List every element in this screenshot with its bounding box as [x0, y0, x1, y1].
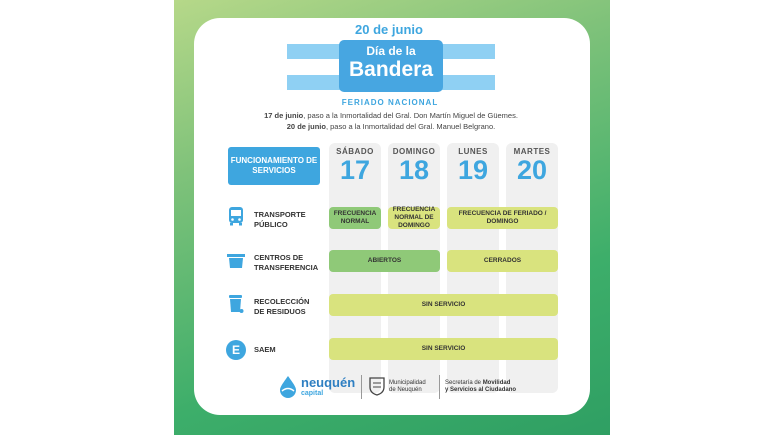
trash-bin-icon [226, 294, 246, 314]
footer-divider [439, 375, 440, 399]
note-20-date: 20 de junio [286, 122, 326, 131]
secretaria-line-2: y Servicios al Ciudadano [445, 387, 517, 393]
cell-centros-lunes-martes: CERRADOS [447, 250, 558, 272]
day-name-sunday: DOMINGO [392, 147, 436, 156]
secretaria-movilidad: Movilidad [482, 380, 511, 386]
municipality-line-1: Municipalidad [389, 380, 426, 386]
title-line-1: Día de la [366, 44, 416, 58]
day-number-18: 18 [398, 155, 430, 185]
row-label-transporte: TRANSPORTE PÚBLICO [254, 210, 306, 229]
row-label-recoleccion: RECOLECCIÓN DE RESIDUOS [254, 297, 310, 316]
flag-banner [287, 44, 495, 90]
municipality-text [389, 380, 426, 394]
footer-divider [361, 375, 362, 399]
services-header: FUNCIONAMIENTO DE SERVICIOS [228, 147, 320, 185]
event-date: 20 de junio [355, 22, 423, 37]
secretaria-prefix: Secretaría de [445, 380, 483, 386]
bus-icon [226, 206, 246, 226]
day-name-tuesday: MARTES [513, 147, 551, 156]
title-line-2: Bandera [348, 58, 434, 81]
cell-centros-sabado-domingo: ABIERTOS [329, 250, 440, 272]
title-banner [339, 40, 443, 92]
municipality-line-2: de Neuquén [389, 387, 422, 393]
municipal-shield-icon [369, 376, 385, 396]
brand-sub: capital [301, 390, 324, 397]
note-17-text: , paso a la Inmortalidad del Gral. Don Martín Miguel de Güemes. [303, 111, 518, 120]
day-number-17: 17 [339, 155, 371, 185]
secretaria-text [445, 380, 516, 394]
note-17-date: 17 de junio [264, 111, 304, 120]
saem-e-icon: E [226, 340, 246, 360]
note-20 [234, 121, 548, 132]
transfer-center-icon [226, 251, 246, 271]
day-number-20: 20 [516, 155, 548, 185]
day-name-saturday: SÁBADO [336, 147, 374, 156]
cell-transporte-domingo: FRECUENCIA NORMAL DE DOMINGO [388, 207, 440, 229]
cell-recoleccion-all: SIN SERVICIO [329, 294, 558, 316]
brand-name: neuquén [301, 375, 356, 390]
cell-saem-all: SIN SERVICIO [329, 338, 558, 360]
day-name-monday: LUNES [458, 147, 488, 156]
cell-transporte-sabado: FRECUENCIA NORMAL [329, 207, 381, 229]
secretaria-line-1 [445, 380, 516, 387]
note-17 [234, 110, 548, 121]
note-20-text: , paso a la Inmortalidad del Gral. Manuel Belgrano. [325, 122, 496, 131]
neuquen-drop-logo-icon [276, 374, 300, 398]
cell-transporte-lunes-martes: FRECUENCIA DE FERIADO / DOMINGO [447, 207, 558, 229]
holiday-subtitle: FERIADO NACIONAL [341, 98, 439, 107]
day-number-19: 19 [457, 155, 489, 185]
row-label-centros: CENTROS DE TRANSFERENCIA [254, 253, 319, 272]
row-label-saem: SAEM [254, 345, 276, 354]
